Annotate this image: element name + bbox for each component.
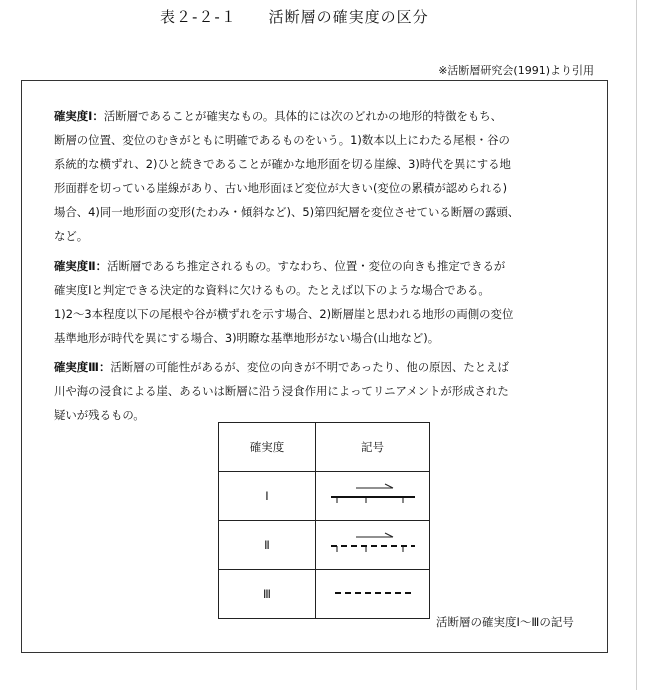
paragraph-line: など。 [54,229,89,243]
table-header-row [219,423,430,472]
paragraph-grade-3 [54,355,604,427]
paragraph-line: 活断層であるち推定されるもの。すなわち、位置・変位の向きも推定できるが [107,259,506,273]
paragraph-grade-1 [54,104,604,248]
header-grade: 確実度 [219,423,316,472]
symbol-cell [316,472,430,521]
paragraph-line: 疑いが残るもの。 [54,408,145,422]
table-row [219,570,430,619]
dashed-line-icon [323,579,423,609]
table-number: 表２-２-１ [160,8,237,26]
paragraph-line: 活断層であることが確実なもの。具体的には次のどれかの地形的特徴をもち、 [103,109,503,123]
paragraph-line: 川や海の浸食による崖、あるいは断層に沿う浸食作用によってリニアメントが形成された [54,384,509,398]
grade-cell: Ⅱ [219,521,316,570]
page-title [160,6,429,27]
paragraph-line: 場合、4)同一地形面の変形(たわみ・傾斜など)、5)第四紀層を変位させている断層の露頭、 [54,205,520,219]
symbol-cell [316,570,430,619]
page-edge-line [636,0,637,690]
paragraph-grade-2 [54,254,604,350]
citation: ※活断層研究会(1991)より引用 [438,64,594,77]
paragraph-line: 1)2～3本程度以下の尾根や谷が横ずれを示す場合、2)断層崖と思われる地形の両側の変位 [54,307,514,321]
paragraph-line: 系統的な横ずれ、2)ひと続きであることが確かな地形面を切る崖線、3)時代を異にする地 [54,157,511,171]
paragraph-lead: 確実度Ⅰ： [54,109,104,123]
header-symbol: 記号 [316,423,430,472]
paragraph-line: 基準地形が時代を異にする場合、3)明瞭な基準地形がない場合(山地など)。 [54,331,440,345]
symbol-table [218,422,430,619]
paragraph-line: 確実度Ⅰと判定できる決定的な資料に欠けるもの。たとえば以下のような場合である。 [54,283,490,297]
paragraph-lead: 確実度Ⅲ： [54,360,111,374]
table-row [219,472,430,521]
solid-fault-line-icon [323,481,423,511]
paragraph-line: 活断層の可能性があるが、変位の向きが不明であったり、他の原因、たとえば [110,360,509,374]
grade-cell: Ⅲ [219,570,316,619]
title-text: 活断層の確実度の区分 [268,8,429,26]
grade-cell: Ⅰ [219,472,316,521]
paragraph-line: 断層の位置、変位のむきがともに明確であるものをいう。1)数本以上にわたる尾根・谷の [54,133,510,147]
figure-caption: 活断層の確実度Ⅰ～Ⅲの記号 [436,615,574,629]
symbol-cell [316,521,430,570]
dashed-fault-line-icon [323,530,423,560]
table-row [219,521,430,570]
paragraph-lead: 確実度Ⅱ： [54,259,108,273]
paragraph-line: 形面群を切っている崖線があり、古い地形面ほど変位が大きい(変位の累積が認められる) [54,181,508,195]
